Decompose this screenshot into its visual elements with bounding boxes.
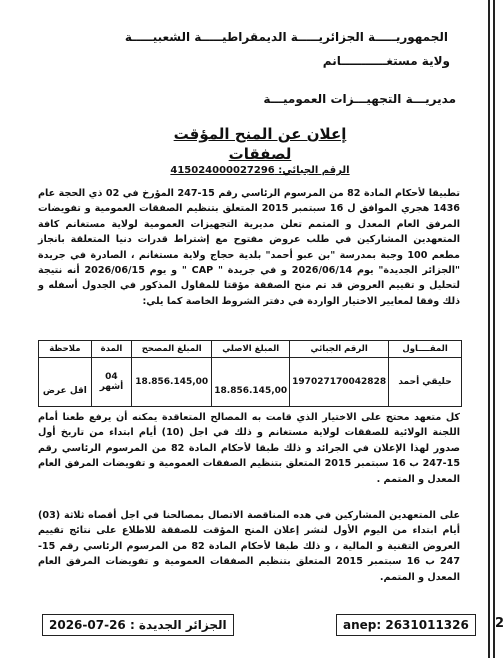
paragraph-contact: على المتعهدين المشاركين في هده المناقصة الاتصال بمصالحنا في اجل أقصاه ثلاثة (03) أيام ابتداء من اليوم الأول لنشر إعلان المنح المؤقت للصفقة للاطلاع على نتائج تقييم العروض التقنية و المالية ، و ذلك طبقا لأحكام المادة 82 من المرسوم الرئاسي رقم 15-247 ب 16 سبتمبر 2015 المتعلق بتنظيم الصفقات العمومية و تفويضات المرفق العام المعدل و المتمم. — [38, 510, 460, 583]
directorate-header: مديريـــة التجهيـــزات العموميـــة — [263, 92, 456, 106]
right-border-line — [488, 0, 490, 658]
award-table — [38, 340, 462, 407]
notice-title-block — [150, 124, 370, 178]
anep-number-box: anep: 2631011326 — [336, 614, 476, 636]
cell-note — [39, 358, 92, 407]
header-note: ملاحظة — [39, 341, 92, 358]
fiscal-number: الرقم الجبائي: 415024000027296 — [170, 165, 350, 176]
table-row — [39, 358, 462, 407]
header-corrected-amount: المبلغ المصحح — [132, 341, 212, 358]
cell-original-amount — [212, 358, 290, 407]
header-tax-number: الرقم الجبائي — [290, 341, 389, 358]
cell-tax-number: 197027170042828 — [290, 358, 389, 407]
notice-title: إعلان عن المنح المؤقت لصفقات — [173, 125, 347, 163]
original-amount-value: 18.856.145,00 — [214, 386, 288, 396]
right-border-line-inner — [493, 0, 495, 658]
edge-digit: 2 — [494, 616, 504, 631]
cell-contractor: حليقي أحمد — [389, 358, 462, 407]
award-table-header-row — [39, 341, 462, 358]
republic-header: الجمهوريـــــة الجزائريـــــة الديمقراطيـــــة الشعبيـــــة — [124, 30, 448, 44]
note-value: اقل عرض — [42, 386, 87, 396]
cell-duration: 04 أشهر — [91, 358, 132, 407]
header-duration: المدة — [91, 341, 132, 358]
cell-corrected-amount: 18.856.145,00 — [132, 358, 212, 407]
paragraph-intro: تطبيقا لأحكام المادة 82 من المرسوم الرئاسي رقم 15-247 المؤرخ في 02 ذي الحجة عام 1436 هجري الموافق ل 16 سبتمبر 2015 المتعلق بتنظيم الصفقات العمومية و تفويضات المرفق العام المعدل و المتمم تعلن مديرية التجهيزات العمومية لولاية مستغانم كافة المتعهدين المشاركين في طلب عروض مفتوح مع إشتراط قدرات دنيا المتعلقة بانجاز مطعم 100 وجبة بمدرسة "بن عبو أحمد" بلدية حجاج ولاية مستغانم ، الصادرة في جريدة "الجزائر الجديدة" يوم 2026/06/14 و في جريدة " CAP " و يوم 2026/06/15 أنه نتيجة لتحليل و تقييم العروض قد تم منح الصفقة مؤقتا للمقاول المذكور في الجدول أسفله و ذلك وفقا لمعايير الاختيار الواردة في دفتر الشروط الخاصة كما يلي: — [38, 188, 461, 307]
header-original-amount: المبلغ الاصلي — [212, 341, 290, 358]
header-contractor: المقــــاول — [389, 341, 462, 358]
wilaya-header: ولاية مستغـــــــــــانم — [322, 54, 450, 68]
paragraph-appeal: كل متعهد محتج على الاختيار الذي قامت به المصالح المتعاقدة يمكنه أن يرفع طعنا أمام اللجنة الولائية للصفقات لولاية مستغانم و ذلك في اجل (10) أيام ابتداء من تاريخ أول صدور لهذا الإعلان في الجرائد و ذلك طبقا لأحكام المادة 82 من المرسوم الرئاسي رقم 15-247 ب 16 سبتمبر 2015 المتعلق بتنظيم الصفقات العمومية و تفويضات المرفق العام المعدل و المتمم . — [38, 412, 461, 485]
newspaper-date-box: الجزائر الجديدة : 26-07-2026 — [42, 614, 234, 636]
